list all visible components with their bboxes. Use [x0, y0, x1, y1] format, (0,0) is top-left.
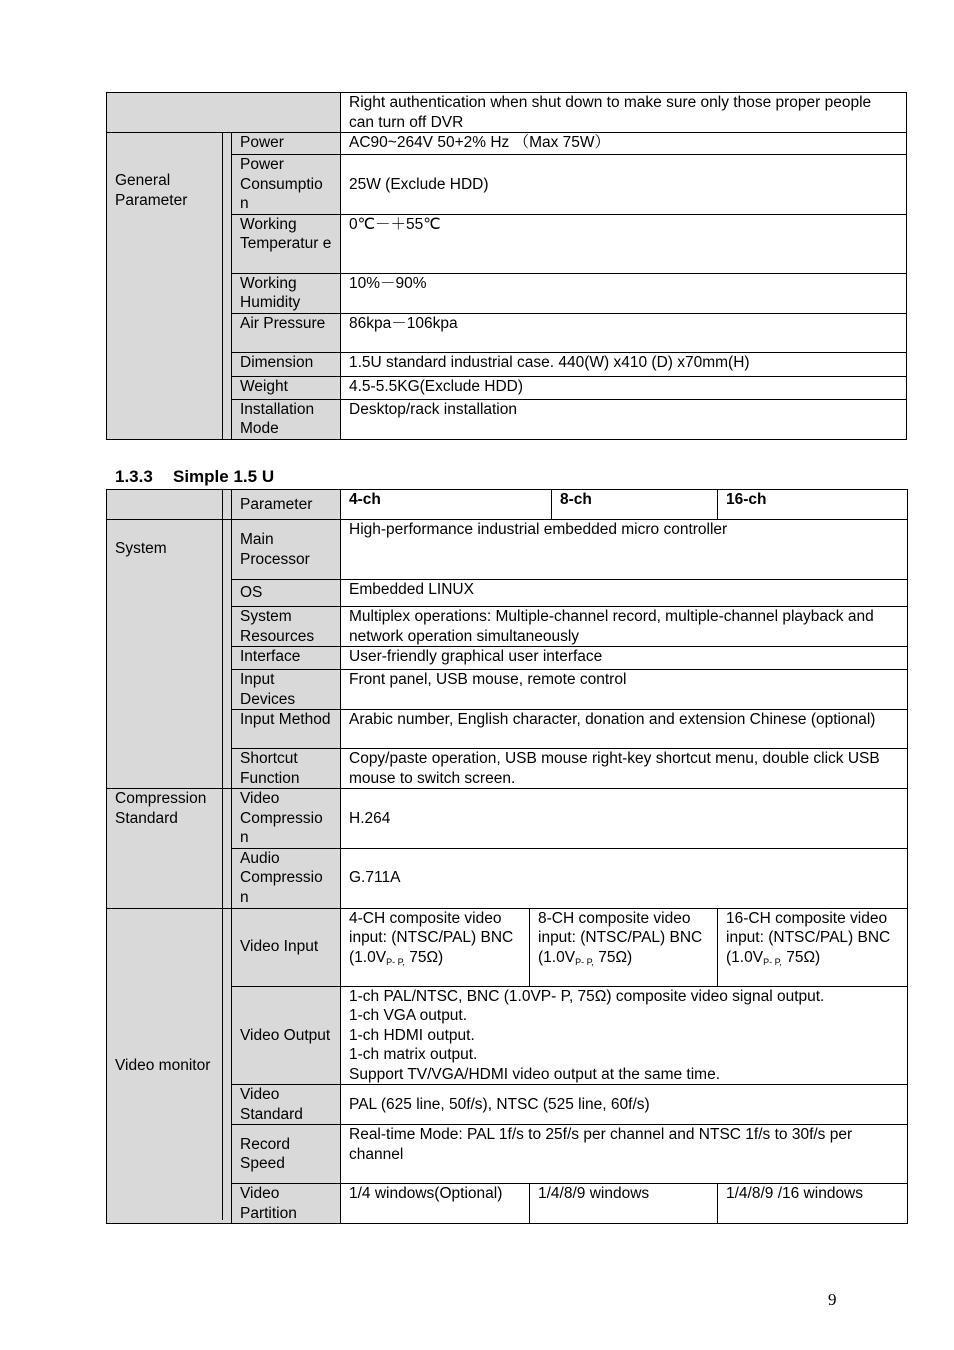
video-input-8ch-post: 75Ω) [593, 948, 633, 966]
value-system-resources: Multiplex operations: Multiple-channel record, multiple-channel playback and network operation simultaneously [341, 607, 908, 647]
param-air-pressure: Air Pressure [232, 313, 341, 352]
value-air-pressure: 86kpa－106kpa [341, 313, 907, 352]
value-video-input-4ch [341, 908, 530, 986]
table2-inner-line [222, 489, 223, 1220]
param-interface: Interface [232, 647, 341, 670]
video-input-16ch-text: 16-CH composite video input: (NTSC/PAL) BNC (1.0V [726, 909, 891, 966]
param-video-compression: Video Compressio n [232, 789, 341, 849]
param-working-temperature: Working Temperatur e [232, 214, 341, 273]
value-power-consumption: 25W (Exclude HDD) [341, 155, 907, 215]
section-number: 1.3.3 [115, 467, 153, 486]
general-parameter-table [106, 92, 907, 440]
header-8ch: 8-ch [552, 490, 718, 520]
param-input-devices: Input Devices [232, 670, 341, 710]
video-output-line: 1-ch VGA output. [349, 1007, 468, 1024]
value-os: Embedded LINUX [341, 580, 908, 607]
video-input-16ch-post: 75Ω) [781, 948, 821, 966]
param-video-standard: Video Standard [232, 1085, 341, 1125]
video-output-line: 1-ch PAL/NTSC, BNC (1.0VP- P, 75Ω) composite video signal output. [349, 987, 825, 1005]
value-interface: User-friendly graphical user interface [341, 647, 908, 670]
group-label-system: System [107, 520, 232, 789]
param-power-consumption: Power Consumptio n [232, 155, 341, 215]
value-partition-16ch: 1/4/8/9 /16 windows [718, 1184, 908, 1224]
header-parameter: Parameter [232, 490, 341, 520]
video-output-line: 1-ch matrix output. [349, 1046, 478, 1063]
video-output-line: 1-ch HDMI output. [349, 1026, 475, 1044]
simple-15u-spec-table [106, 489, 908, 1224]
param-system-resources: System Resources [232, 607, 341, 647]
param-video-input: Video Input [232, 908, 341, 986]
video-input-8ch-text: 8-CH composite video input: (NTSC/PAL) BNC (1.0V [538, 909, 703, 966]
value-input-method: Arabic number, English character, donation and extension Chinese (optional) [341, 710, 908, 749]
section-title: Simple 1.5 U [173, 467, 275, 486]
value-installation-mode: Desktop/rack installation [341, 399, 907, 439]
video-input-4ch-text: 4-CH composite video input: (NTSC/PAL) BNC (1.0V [349, 909, 514, 966]
value-video-input-8ch [530, 908, 718, 986]
group-label-general: General Parameter [107, 133, 232, 440]
value-video-compression: H.264 [341, 789, 908, 849]
video-input-4ch-post: 75Ω) [404, 948, 444, 966]
value-main-processor: High-performance industrial embedded micro controller [341, 520, 908, 580]
page-number: 9 [828, 1290, 837, 1309]
param-record-speed: Record Speed [232, 1125, 341, 1184]
param-shortcut-function: Shortcut Function [232, 749, 341, 789]
table1-inner-line [222, 133, 223, 439]
value-partition-4ch: 1/4 windows(Optional) [341, 1184, 530, 1224]
value-working-temperature: 0℃－＋55℃ [341, 214, 907, 273]
section-heading [115, 467, 274, 487]
param-dimension: Dimension [232, 352, 341, 376]
param-os: OS [232, 580, 341, 607]
video-input-4ch-sub: P- P, [386, 956, 405, 967]
param-working-humidity: Working Humidity [232, 273, 341, 313]
blank-cell [107, 93, 341, 133]
group-label-compression: Compression Standard [107, 789, 232, 909]
value-video-standard: PAL (625 line, 50f/s), NTSC (525 line, 60f/s) [341, 1085, 908, 1125]
param-installation-mode: Installation Mode [232, 399, 341, 439]
value-power: AC90~264V 50+2% Hz （Max 75W） [341, 133, 907, 155]
value-video-input-16ch [718, 908, 908, 986]
value-audio-compression: G.711A [341, 848, 908, 908]
video-output-line: Support TV/VGA/HDMI video output at the same time. [349, 1065, 721, 1083]
param-weight: Weight [232, 376, 341, 399]
header-4ch: 4-ch [341, 490, 552, 520]
video-input-8ch-sub: P- P, [575, 956, 594, 967]
value-working-humidity: 10%－90% [341, 273, 907, 313]
value-partition-8ch: 1/4/8/9 windows [530, 1184, 718, 1224]
value-input-devices: Front panel, USB mouse, remote control [341, 670, 908, 710]
value-weight: 4.5-5.5KG(Exclude HDD) [341, 376, 907, 399]
param-power: Power [232, 133, 341, 155]
header-16ch: 16-ch [718, 490, 908, 520]
param-audio-compression: Audio Compressio n [232, 848, 341, 908]
blank-cell [107, 490, 232, 520]
param-input-method: Input Method [232, 710, 341, 749]
value-shortcut-function: Copy/paste operation, USB mouse right-key shortcut menu, double click USB mouse to switch screen. [341, 749, 908, 789]
value-dimension: 1.5U standard industrial case. 440(W) x410 (D) x70mm(H) [341, 352, 907, 376]
group-label-video-monitor: Video monitor [107, 908, 232, 1224]
param-main-processor: Main Processor [232, 520, 341, 580]
video-input-16ch-sub: P- P, [763, 956, 782, 967]
value-record-speed: Real-time Mode: PAL 1f/s to 25f/s per channel and NTSC 1f/s to 30f/s per channel [341, 1125, 908, 1184]
param-video-output: Video Output [232, 986, 341, 1085]
param-video-partition: Video Partition [232, 1184, 341, 1224]
value-video-output [341, 986, 908, 1085]
intro-text: Right authentication when shut down to make sure only those proper people can turn off DVR [341, 93, 907, 133]
